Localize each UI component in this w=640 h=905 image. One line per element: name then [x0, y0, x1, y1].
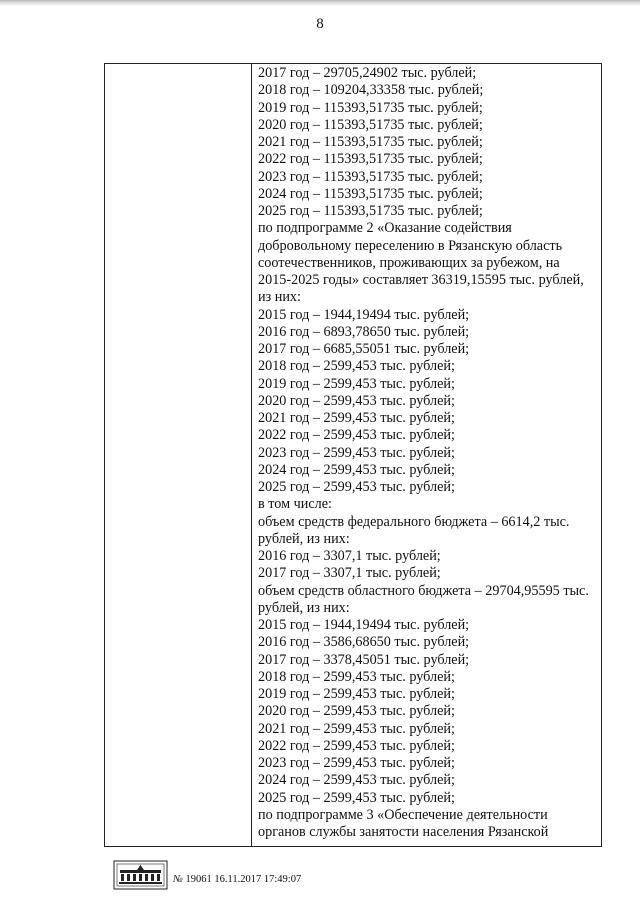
text-line: 2017 год – 3378,45051 тыс. рублей; — [258, 651, 470, 668]
text-line: рублей, из них: — [258, 599, 350, 616]
text-line: по подпрограмме 3 «Обеспечение деятельности — [258, 806, 548, 823]
government-seal-logo — [113, 860, 168, 890]
registration-stamp — [173, 874, 301, 885]
text-line: 2017 год – 29705,24902 тыс. рублей; — [258, 65, 477, 81]
text-line: 2024 год – 2599,453 тыс. рублей; — [258, 461, 455, 478]
text-line: 2024 год – 2599,453 тыс. рублей; — [258, 772, 455, 789]
text-line: 2020 год – 2599,453 тыс. рублей; — [258, 392, 455, 409]
text-line: 2022 год – 2599,453 тыс. рублей; — [258, 737, 455, 754]
text-line: 2015 год – 1944,19494 тыс. рублей; — [258, 617, 470, 633]
scan-edge — [0, 0, 640, 6]
document-number: 19061 — [185, 874, 212, 885]
text-line: 2022 год – 2599,453 тыс. рублей; — [258, 427, 455, 444]
table-left-cell — [105, 64, 252, 846]
text-line: 2020 год – 115393,51735 тыс. рублей; — [258, 116, 483, 133]
text-line: 2016 год – 6893,78650 тыс. рублей; — [258, 323, 470, 340]
text-line: в том числе: — [258, 496, 332, 513]
text-line: 2016 год – 3586,68650 тыс. рублей; — [258, 634, 470, 651]
text-line: 2022 год – 115393,51735 тыс. рублей; — [258, 151, 483, 168]
text-line: добровольному переселению в Рязанскую область — [258, 237, 563, 254]
text-line: 2015-2025 годы» составляет 36319,15595 тыс. рублей, — [258, 272, 584, 288]
text-line: рублей, из них: — [258, 530, 350, 547]
text-line: 2017 год – 6685,55051 тыс. рублей; — [258, 341, 470, 357]
document-table — [104, 63, 602, 847]
document-footer — [113, 860, 533, 892]
text-line: 2021 год – 2599,453 тыс. рублей; — [258, 720, 455, 737]
text-line: 2018 год – 109204,33358 тыс. рублей; — [258, 82, 484, 99]
text-line: 2024 год – 115393,51735 тыс. рублей; — [258, 185, 483, 202]
text-line: 2016 год – 3307,1 тыс. рублей; — [258, 548, 441, 564]
text-line: органов службы занятости населения Рязанской — [258, 824, 549, 840]
text-line: 2018 год – 2599,453 тыс. рублей; — [258, 668, 455, 685]
text-line: 2015 год – 1944,19494 тыс. рублей; — [258, 306, 470, 323]
document-timestamp: 16.11.2017 17:49:07 — [214, 874, 302, 885]
text-line: 2019 год – 2599,453 тыс. рублей; — [258, 375, 455, 392]
text-line: соотечественников, проживающих за рубежом, на — [258, 254, 560, 271]
text-line: 2023 год – 2599,453 тыс. рублей; — [258, 755, 455, 771]
text-line: 2021 год – 2599,453 тыс. рублей; — [258, 410, 455, 426]
page-number: 8 — [316, 16, 324, 32]
text-line: 2017 год – 3307,1 тыс. рублей; — [258, 565, 441, 582]
text-line: 2018 год – 2599,453 тыс. рублей; — [258, 358, 455, 375]
number-sign: № — [173, 874, 183, 885]
text-line: 2019 год – 115393,51735 тыс. рублей; — [258, 99, 483, 116]
text-line: 2025 год – 115393,51735 тыс. рублей; — [258, 203, 483, 219]
text-line: объем средств областного бюджета – 29704,95595 тыс. — [258, 582, 589, 599]
text-line: 2025 год – 2599,453 тыс. рублей; — [258, 479, 455, 495]
text-line: 2025 год – 2599,453 тыс. рублей; — [258, 789, 455, 806]
text-line: 2023 год – 2599,453 тыс. рублей; — [258, 444, 455, 461]
table-right-cell — [258, 65, 595, 841]
text-line: 2021 год – 115393,51735 тыс. рублей; — [258, 134, 483, 150]
text-line: объем средств федерального бюджета – 6614,2 тыс. — [258, 513, 570, 530]
text-line: из них: — [258, 289, 301, 306]
text-line: 2023 год – 115393,51735 тыс. рублей; — [258, 168, 483, 185]
text-line: 2020 год – 2599,453 тыс. рублей; — [258, 703, 455, 720]
text-line: 2019 год – 2599,453 тыс. рублей; — [258, 686, 455, 702]
text-line: по подпрограмме 2 «Оказание содействия — [258, 220, 512, 237]
